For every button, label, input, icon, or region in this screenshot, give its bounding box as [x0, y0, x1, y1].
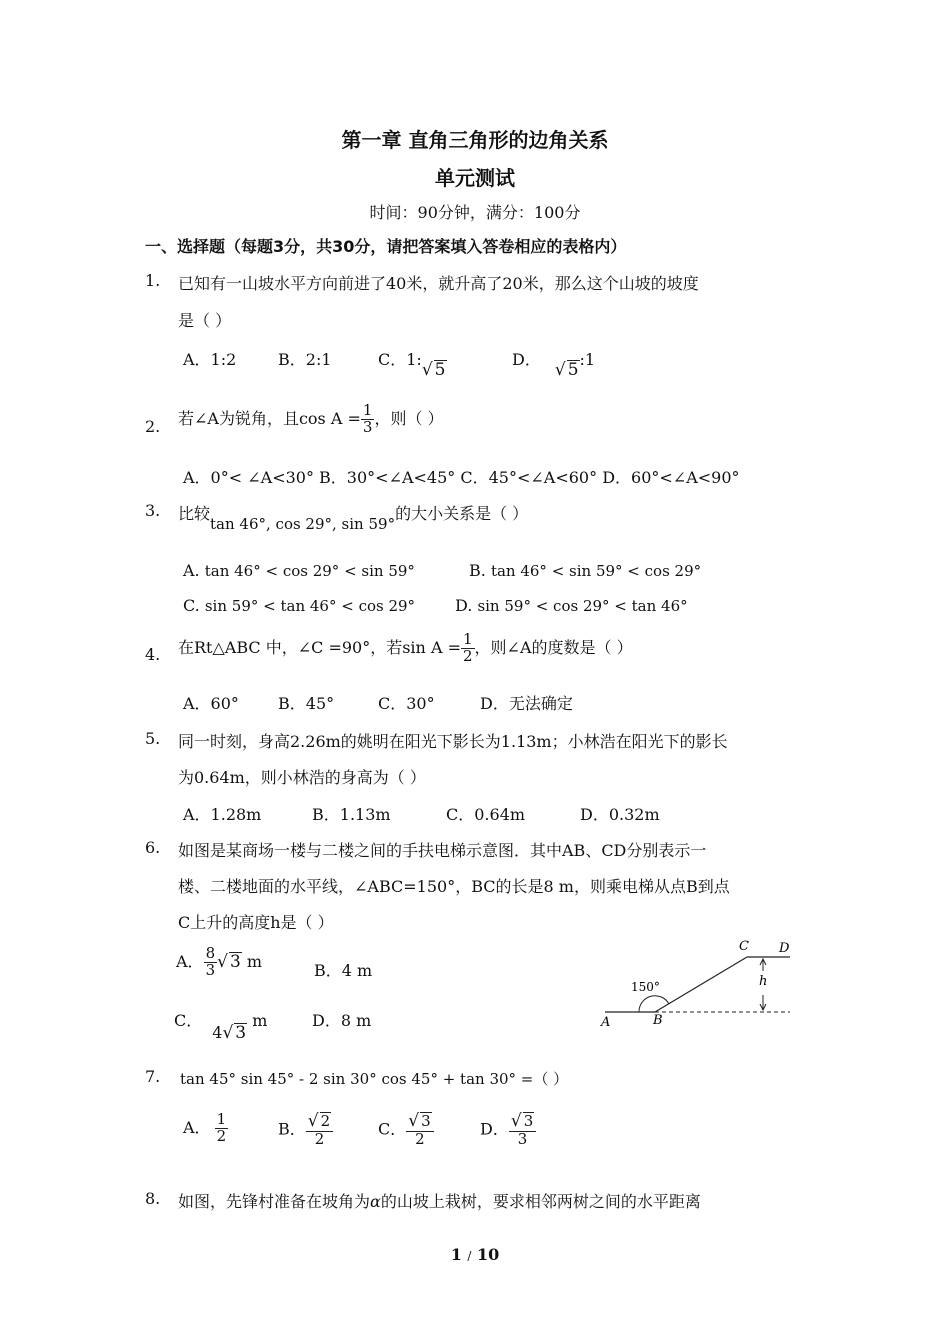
q4-text-pre: 在Rt△ABC 中，∠C =90°，若sin A = — [178, 637, 461, 657]
q3-text-pre: 比较 — [178, 504, 211, 523]
q3-option-a-expr: tan 46° < cos 29° < sin 59° — [204, 562, 415, 580]
q3-text-post: 的大小关系是（ ） — [395, 504, 529, 523]
q1-option-c-label: C．1: — [378, 350, 422, 369]
q1-option-d-label: D． — [512, 350, 541, 369]
q4-frac-den: 2 — [463, 646, 473, 665]
q1-text-line1: 已知有一山坡水平方向前进了40米，就升高了20米，那么这个山坡的坡度 — [178, 274, 699, 293]
section-heading: 一、选择题（每题3分，共30分，请把答案填入答卷相应的表格内） — [145, 237, 627, 256]
q6-option-a-den: 3 — [205, 960, 216, 979]
page-number — [0, 1245, 950, 1264]
q1-option-c-radicand: 5 — [434, 360, 446, 380]
q3-option-d-expr: sin 59° < cos 29° < tan 46° — [477, 597, 688, 615]
q3-option-c-expr: sin 59° < tan 46° < cos 29° — [204, 597, 416, 615]
time-info: 时间：90分钟，满分：100分 — [369, 203, 581, 222]
q2-number: 2. — [145, 417, 161, 436]
q6-option-a: A． $\frac{8}{3}$ √ 3 m — [176, 944, 263, 979]
q5-option-b: B．1.13m — [312, 805, 391, 824]
q6-option-a-radicand: 3 — [229, 951, 241, 972]
q7-option-a-den: 2 — [216, 1126, 227, 1145]
q2-fraction — [361, 403, 375, 436]
q7-option-c — [378, 1112, 434, 1148]
q7-option-c-radicand: 3 — [421, 1112, 431, 1130]
q1-option-d-radicand: 5 — [567, 360, 579, 380]
q7-option-b-label: B． — [278, 1119, 306, 1139]
q7-option-b-den: 2 — [314, 1129, 325, 1148]
q5-text-line1: 同一时刻，身高2.26m的姚明在阳光下影长为1.13m；小林浩在阳光下的影长 — [178, 732, 728, 751]
q8-text — [178, 1189, 701, 1212]
q5-number: 5. — [145, 729, 161, 748]
page-title: 第一章 直角三角形的边角关系 — [341, 128, 609, 152]
q4-fraction — [461, 632, 475, 665]
q6-option-c-unit: m — [252, 1011, 268, 1030]
q6-text-line2: 楼、二楼地面的水平线，∠ABC=150°，BC的长是8 m，则乘电梯从点B到点 — [178, 877, 730, 896]
q8-text-pre: 如图，先锋村准备在坡角为 — [178, 1192, 371, 1211]
label-angle: 150° — [631, 980, 660, 994]
q3-number: 3. — [145, 501, 161, 520]
q2-text — [178, 403, 444, 436]
q3-option-d-label: D. — [455, 596, 473, 615]
q1-option-d-suffix: :1 — [579, 350, 596, 369]
label-d: D — [779, 941, 790, 956]
q4-number: 4. — [145, 645, 161, 664]
q7-option-d-fraction: $\frac{√ 3}{3}$ — [509, 1112, 536, 1148]
label-b: B — [653, 1013, 663, 1028]
escalator-diagram — [595, 935, 800, 1030]
q6-option-b: B．4 m — [314, 961, 373, 980]
page-subtitle: 单元测试 — [435, 166, 515, 190]
q6-option-a-label: A． — [176, 951, 204, 971]
q4-text-post: ，则∠A的度数是（ ） — [474, 637, 633, 657]
q6-option-c-radicand: 3 — [235, 1023, 247, 1043]
q1-text-line2: 是（ ） — [178, 311, 232, 330]
q2-options: A．0°< ∠A<30° B．30°<∠A<45° C．45°<∠A<60° D．60°<∠A<90° — [183, 468, 740, 487]
label-a: A — [601, 1015, 611, 1030]
q3-text — [178, 501, 529, 533]
q5-option-d: D．0.32m — [580, 805, 660, 824]
q7-option-b-radicand: 2 — [320, 1112, 331, 1130]
q1-number: 1. — [145, 271, 161, 290]
q3-option-c — [183, 596, 415, 615]
q4-frac-num: 1 — [463, 630, 473, 648]
label-c: C — [739, 939, 749, 954]
q1-option-c: C．1:√ 5 — [378, 350, 446, 380]
q7-option-b — [278, 1112, 333, 1148]
q2-frac-den: 3 — [362, 417, 373, 436]
q7-expression: tan 45° sin 45° - 2 sin 30° cos 45° + tan 30° =（ ） — [180, 1070, 569, 1088]
q6-option-c-label: C． — [174, 1011, 203, 1030]
q6-text-line1: 如图是某商场一楼与二楼之间的手扶电梯示意图．其中AB、CD分别表示一 — [178, 841, 707, 860]
q3-expression: tan 46°, cos 29°, sin 59° — [210, 515, 396, 533]
q4-option-c: C．30° — [378, 694, 435, 713]
q3-option-b — [469, 561, 701, 580]
q6-text-line3: C上升的高度h是（ ） — [178, 913, 334, 932]
q7-option-c-den: 2 — [415, 1129, 425, 1148]
q7-option-a-label: A． — [183, 1117, 211, 1137]
q7-option-d — [480, 1112, 536, 1148]
q8-text-post: 的山坡上栽树，要求相邻两树之间的水平距离 — [380, 1192, 701, 1211]
page-separator: / — [467, 1249, 472, 1263]
q7-option-d-label: D． — [480, 1119, 509, 1139]
q5-option-a: A．1.28m — [183, 805, 262, 824]
label-h: h — [759, 974, 768, 989]
q4-text — [178, 632, 633, 665]
q8-number: 8. — [145, 1189, 161, 1208]
q5-option-c: C．0.64m — [446, 805, 526, 824]
q4-option-b: B．45° — [278, 694, 335, 713]
q2-text-post: ，则（ ） — [374, 408, 444, 428]
q2-text-pre: 若∠A为锐角，且cos A = — [178, 408, 361, 428]
q1-option-b: B．2:1 — [278, 350, 332, 369]
q3-option-d — [455, 596, 688, 615]
q7-number: 7. — [145, 1067, 161, 1086]
q3-option-b-label: B. — [469, 561, 486, 580]
q4-option-d: D．无法确定 — [480, 694, 573, 713]
q2-frac-num: 1 — [362, 401, 373, 419]
q1-option-d: D．√ 5:1 — [512, 350, 596, 380]
angle-arc — [639, 996, 669, 1012]
q7-option-c-label: C． — [378, 1119, 407, 1139]
page-total: 10 — [477, 1245, 500, 1264]
q6-option-d: D．8 m — [312, 1011, 372, 1030]
q4-option-a: A．60° — [183, 694, 239, 713]
q6-number: 6. — [145, 838, 161, 857]
q7-option-a-fraction — [215, 1112, 229, 1145]
q6-option-a-num: 8 — [205, 944, 216, 962]
q7-option-c-fraction: $\frac{√ 3}{2}$ — [406, 1112, 433, 1148]
q3-option-a — [183, 561, 415, 580]
q3-option-b-expr: tan 46° < sin 59° < cos 29° — [490, 562, 702, 580]
q3-option-a-label: A. — [183, 561, 200, 580]
page-current: 1 — [450, 1245, 462, 1264]
q7-option-a — [183, 1112, 228, 1145]
q6-option-a-fraction — [204, 946, 218, 979]
q7-option-a-num: 1 — [216, 1110, 227, 1128]
q3-option-c-label: C. — [183, 596, 200, 615]
q7-option-d-den: 3 — [517, 1129, 528, 1148]
q8-alpha: α — [370, 1192, 381, 1211]
q6-option-c: C．4√ 3 m — [174, 1011, 268, 1043]
q5-text-line2: 为0.64m，则小林浩的身高为（ ） — [178, 768, 426, 787]
q7-option-d-radicand: 3 — [523, 1112, 534, 1130]
q6-option-c-coef: 4 — [212, 1023, 223, 1042]
q7-option-b-fraction: $\frac{√ 2}{2}$ — [306, 1112, 333, 1148]
q1-option-a: A．1:2 — [183, 350, 237, 369]
q6-option-a-unit: m — [246, 951, 263, 971]
